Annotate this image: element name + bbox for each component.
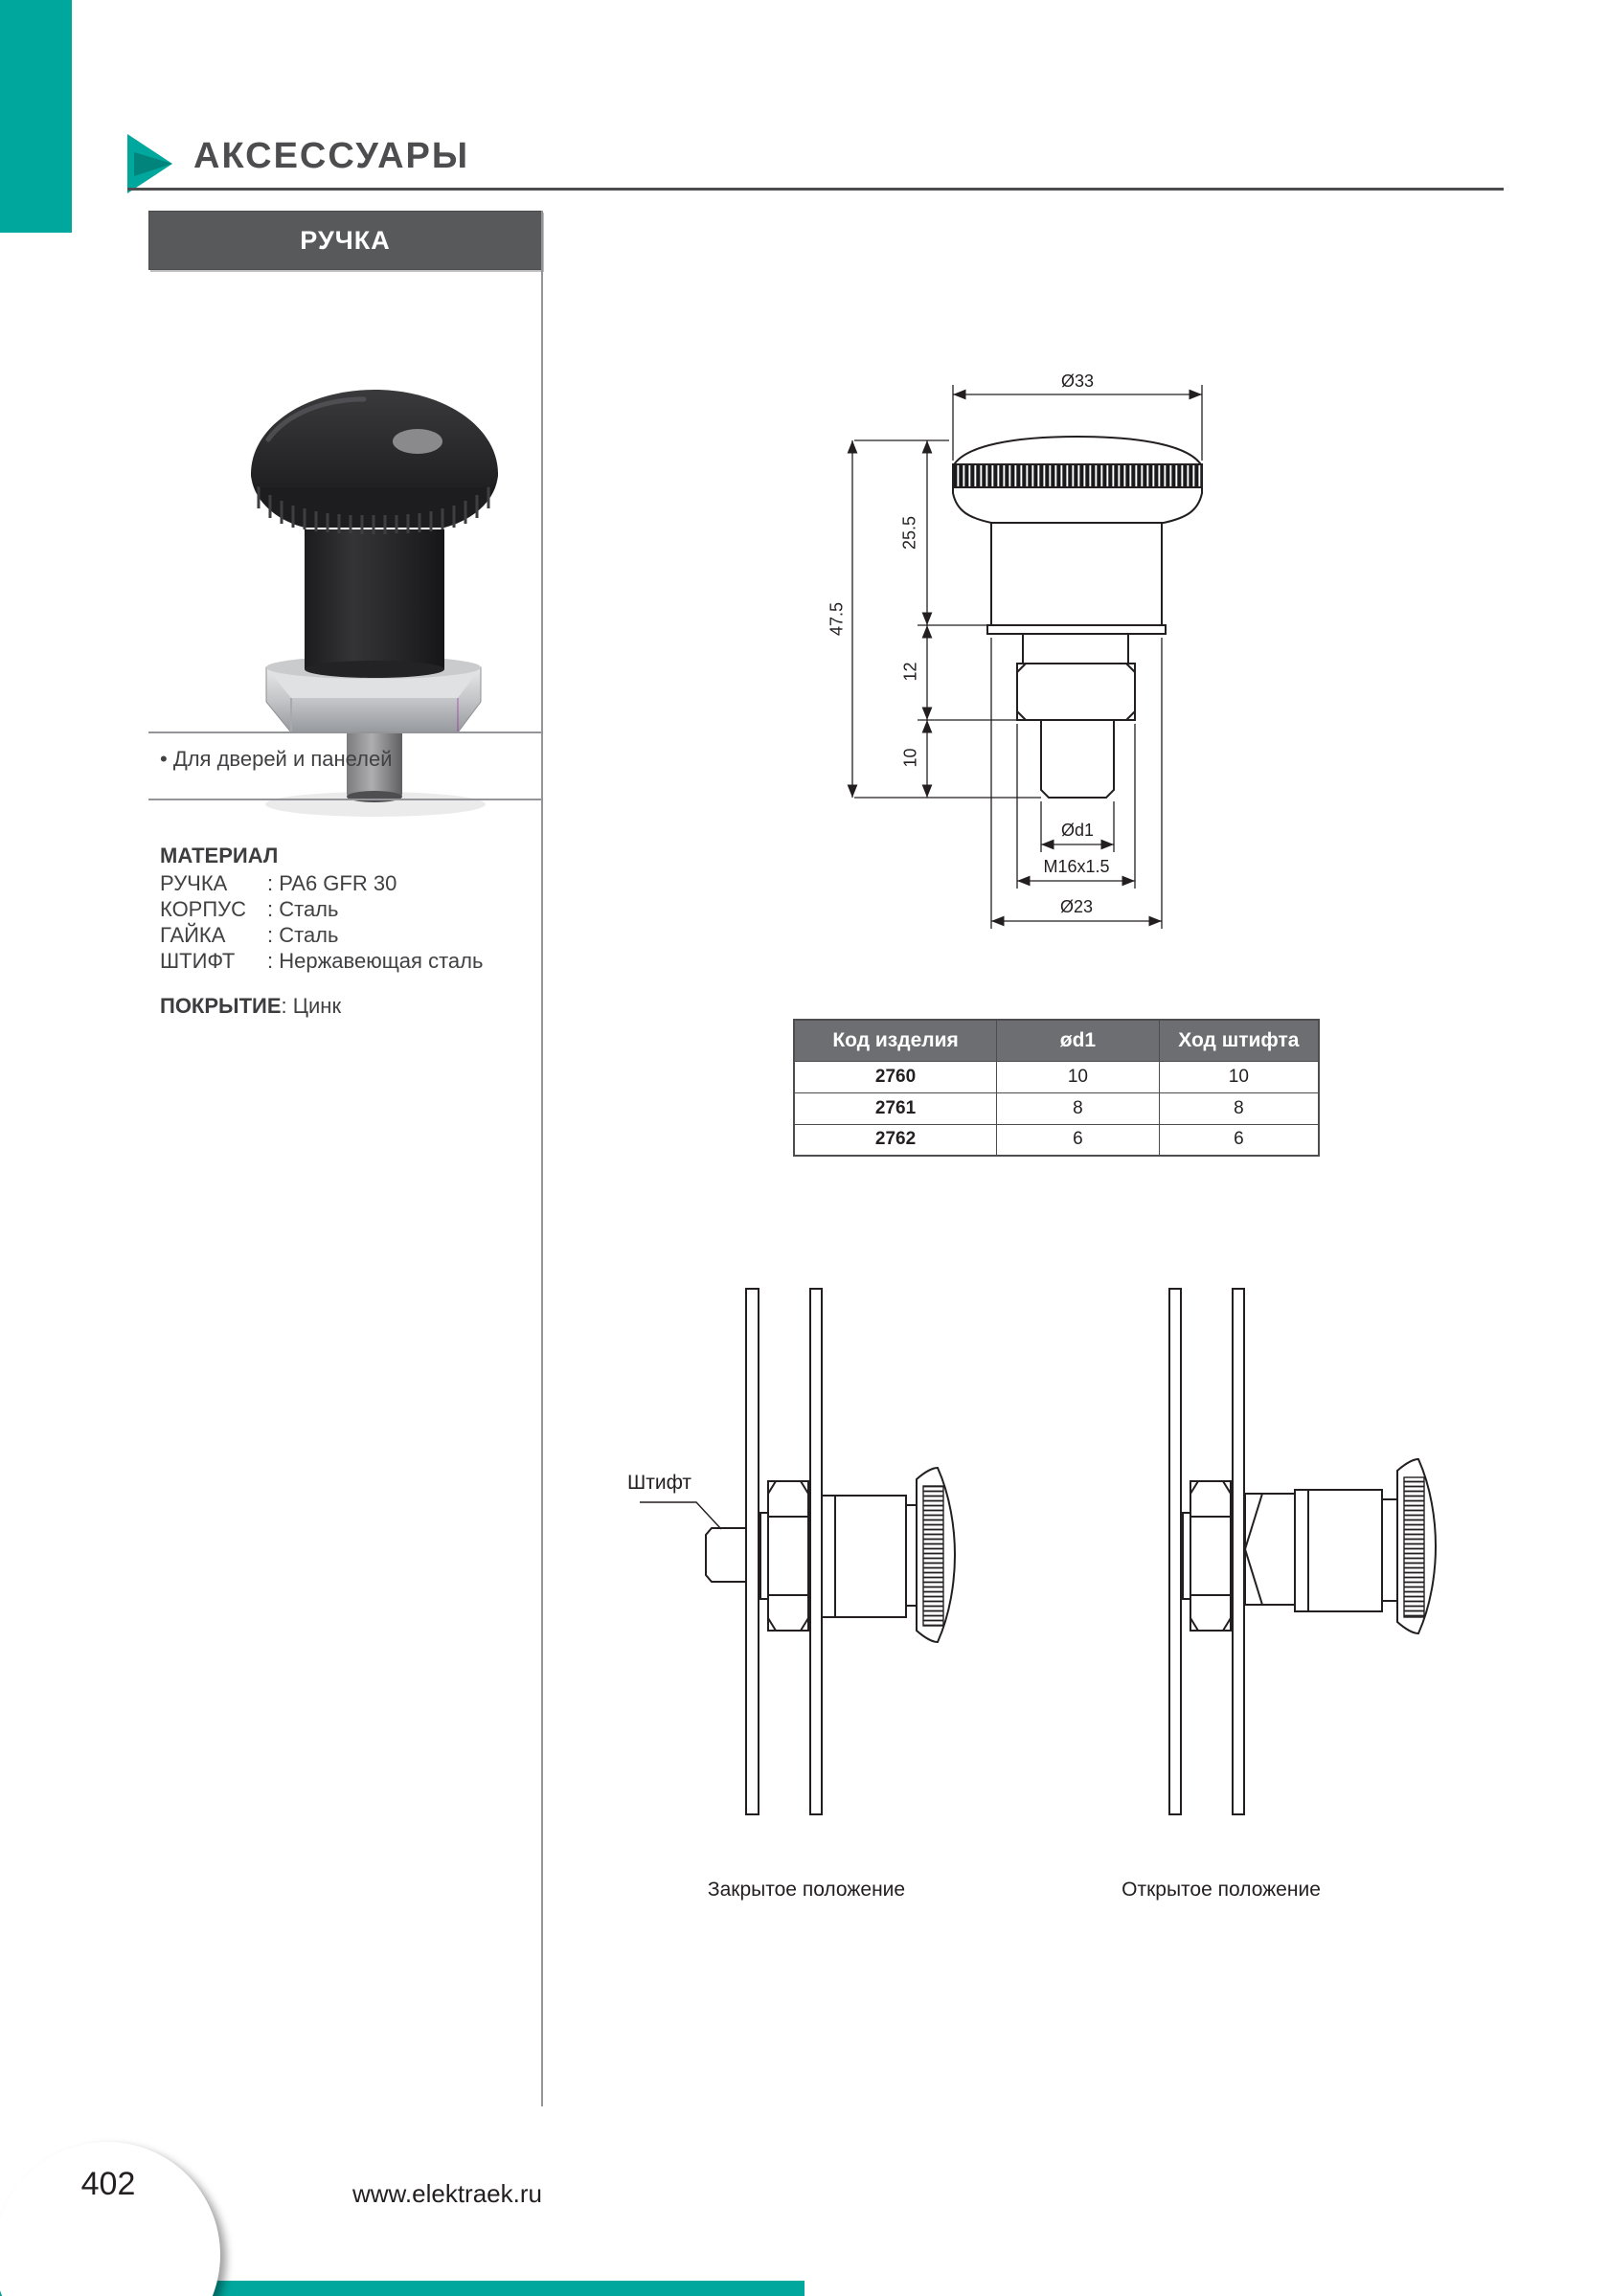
cell-stroke: 8 [1159, 1092, 1319, 1124]
material-label: РУЧКА [160, 871, 228, 895]
header-rule [127, 188, 1504, 191]
cell-stroke: 10 [1159, 1061, 1319, 1092]
table-row [794, 1061, 1319, 1092]
dim-label-475: 47.5 [827, 601, 847, 637]
material-value: : Сталь [267, 923, 339, 947]
material-label: ГАЙКА [160, 923, 226, 947]
dimension-drawing [804, 364, 1235, 938]
material-row [160, 896, 483, 922]
material-value: : Сталь [267, 897, 339, 921]
product-card-header [148, 211, 542, 270]
material-row [160, 870, 483, 896]
dim-label-12: 12 [900, 662, 920, 682]
material-label: ШТИФТ [160, 949, 236, 973]
col-header-stroke: Ход штифта [1159, 1020, 1319, 1061]
materials-block [160, 843, 483, 974]
dim-label-dd1: Ød1 [1060, 821, 1095, 840]
feature-bullet: • Для дверей и панелей [160, 747, 393, 771]
col-header-code: Код изделия [794, 1020, 997, 1061]
separator-bottom [148, 799, 542, 800]
product-name: РУЧКА [300, 225, 391, 255]
cell-code: 2761 [794, 1092, 997, 1124]
spec-table-header-row [794, 1020, 1319, 1061]
material-value: : PA6 GFR 30 [267, 871, 397, 895]
coating-line [160, 994, 341, 1019]
plunger-outline [953, 437, 1202, 798]
section-arrow-icon [127, 134, 173, 194]
closed-position-caption: Закрытое положение [707, 1879, 906, 1901]
material-label: КОРПУС [160, 897, 247, 921]
cell-stroke: 6 [1159, 1124, 1319, 1156]
dim-label-m16: M16x1.5 [1043, 857, 1110, 876]
material-row [160, 948, 483, 974]
dim-label-10: 10 [900, 748, 920, 768]
spec-table [793, 1019, 1320, 1157]
open-position-caption: Открытое положение [1122, 1879, 1321, 1901]
col-header-d1: ød1 [997, 1020, 1160, 1061]
closed-position-drawing [640, 1289, 955, 1814]
cell-d1: 10 [997, 1061, 1160, 1092]
website-url: www.elektraek.ru [352, 2179, 542, 2208]
material-row [160, 922, 483, 948]
table-row [794, 1092, 1319, 1124]
page-number: 402 [80, 2166, 136, 2202]
separator-top [148, 732, 542, 733]
materials-title: МАТЕРИАЛ [160, 844, 279, 867]
cell-code: 2760 [794, 1061, 997, 1092]
dim-label-d23: Ø23 [1059, 897, 1094, 916]
pin-callout-label: Штифт [627, 1472, 692, 1494]
cell-d1: 6 [997, 1124, 1160, 1156]
open-position-drawing [1169, 1289, 1436, 1814]
dim-label-255: 25.5 [899, 515, 919, 551]
position-drawings [536, 1273, 1513, 1829]
page-title: АКСЕССУАРЫ [193, 136, 470, 176]
material-value: : Нержавеющая сталь [267, 949, 484, 973]
cell-code: 2762 [794, 1124, 997, 1156]
cell-d1: 8 [997, 1092, 1160, 1124]
coating-label: ПОКРЫТИЕ [160, 994, 282, 1018]
teal-corner-bar [0, 0, 72, 233]
table-row [794, 1124, 1319, 1156]
dim-label-d33: Ø33 [1060, 371, 1095, 391]
coating-value: : Цинк [281, 994, 342, 1018]
